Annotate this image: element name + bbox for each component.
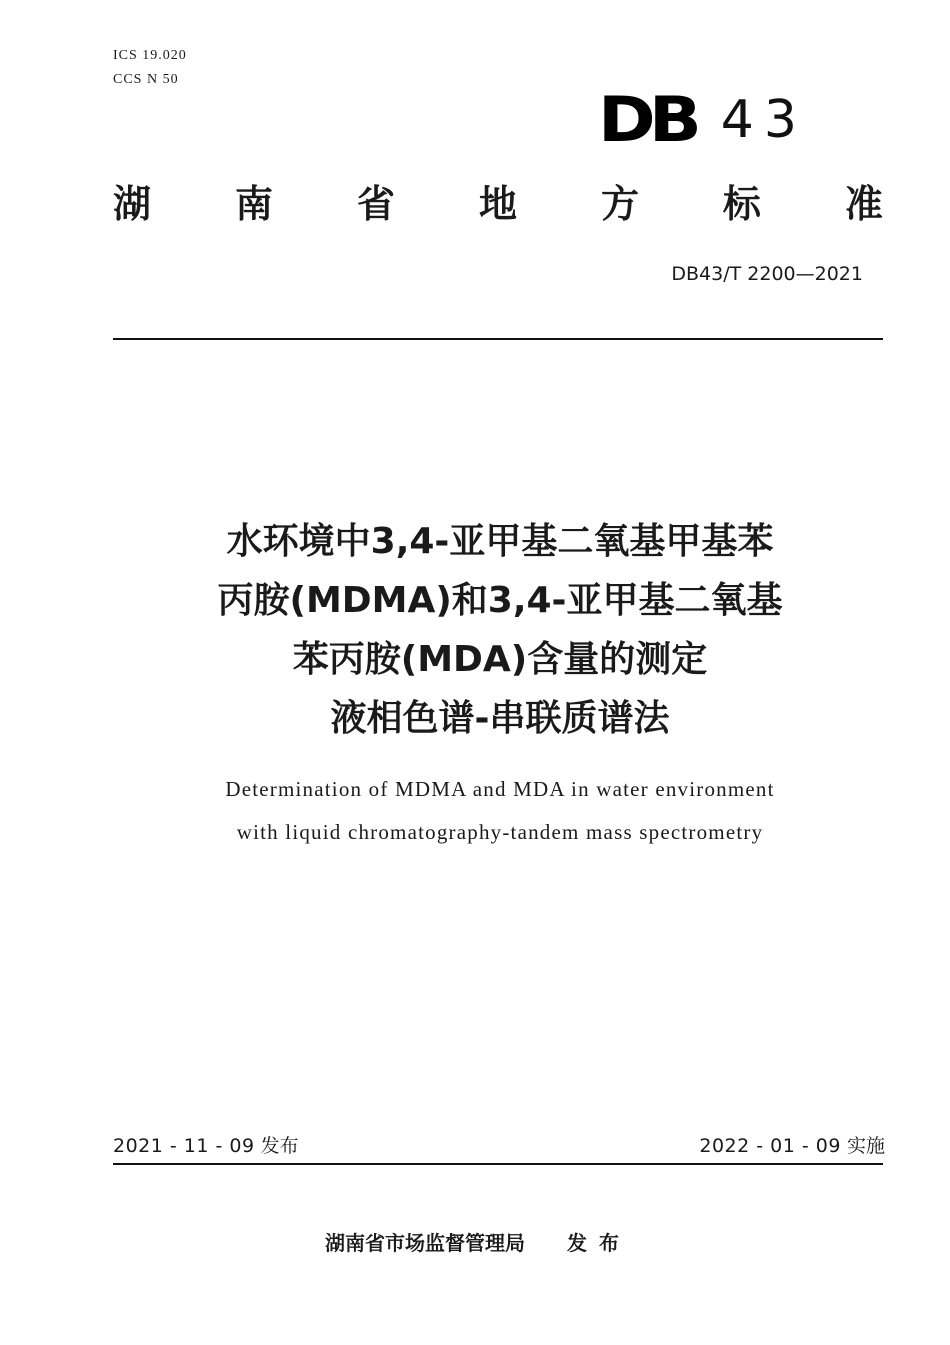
chinese-title-line: 苯丙胺(MDA)含量的测定 bbox=[292, 639, 708, 680]
implement-info bbox=[699, 1131, 885, 1161]
standard-type-char: 湖 bbox=[113, 182, 152, 226]
chinese-title-line: 丙胺(MDMA)和3,4-亚甲基二氧基 bbox=[217, 580, 783, 621]
standard-type-char: 准 bbox=[844, 182, 883, 226]
footer-divider bbox=[113, 1163, 883, 1165]
chinese-title-line: 水环境中3,4-亚甲基二氧基甲基苯 bbox=[226, 521, 774, 562]
english-title-line: Determination of MDMA and MDA in water environment bbox=[225, 777, 775, 801]
header-divider bbox=[113, 338, 883, 340]
release-info bbox=[113, 1131, 299, 1161]
release-date: 2021 - 11 - 09 bbox=[113, 1135, 255, 1157]
ics-code: ICS 19.020 bbox=[113, 48, 187, 63]
province-code: 43 bbox=[720, 90, 807, 150]
standard-type-char: 南 bbox=[234, 182, 273, 226]
standard-type-char: 标 bbox=[722, 182, 761, 226]
db-mark bbox=[598, 83, 807, 156]
standard-type-title bbox=[113, 178, 883, 230]
standard-number: DB43/T 2200—2021 bbox=[671, 263, 863, 285]
ccs-code: CCS N 50 bbox=[113, 72, 179, 87]
issuer-name: 湖南省市场监督管理局 bbox=[325, 1231, 525, 1255]
db-logo: DB bbox=[598, 83, 696, 156]
release-label: 发布 bbox=[260, 1135, 299, 1157]
standard-type-char: 省 bbox=[356, 182, 395, 226]
standard-type-char: 方 bbox=[600, 182, 639, 226]
chinese-title bbox=[100, 512, 900, 748]
date-row bbox=[113, 1131, 885, 1161]
issuer-row bbox=[325, 1228, 631, 1258]
issue-label: 发布 bbox=[567, 1231, 631, 1255]
chinese-title-line: 液相色谱-串联质谱法 bbox=[330, 698, 670, 739]
english-title-line: with liquid chromatography-tandem mass spectrometry bbox=[236, 820, 764, 844]
implement-date: 2022 - 01 - 09 bbox=[699, 1135, 841, 1157]
classification-codes bbox=[113, 44, 187, 92]
implement-label: 实施 bbox=[846, 1135, 885, 1157]
english-title bbox=[100, 768, 900, 854]
standard-type-char: 地 bbox=[478, 182, 517, 226]
